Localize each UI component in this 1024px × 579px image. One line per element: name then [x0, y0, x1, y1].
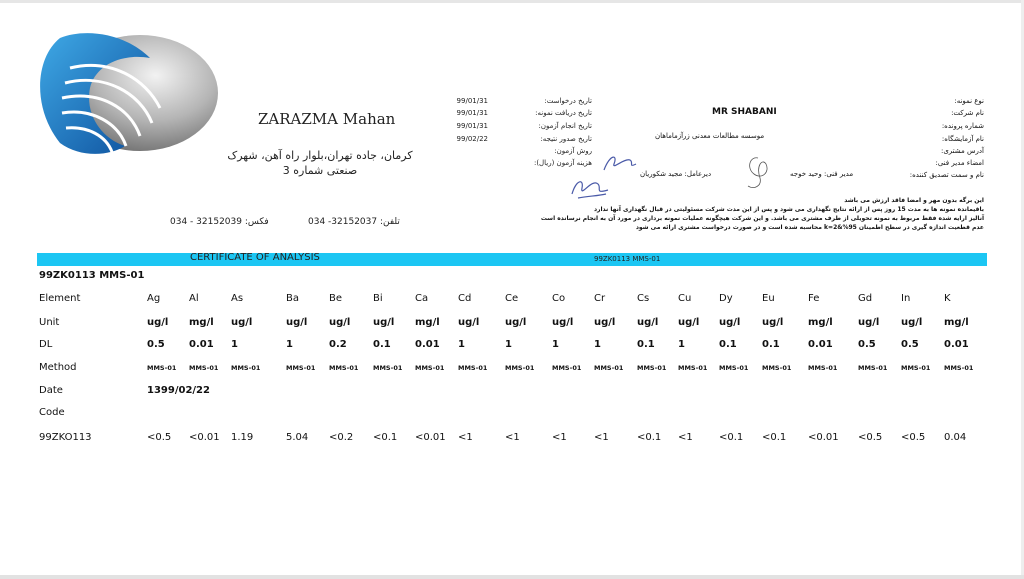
- right-label: نوع نمونه:: [954, 97, 984, 105]
- dl-cell: 1: [231, 339, 238, 350]
- element-cell: Ag: [147, 293, 161, 304]
- unit-cell: ug/l: [901, 317, 923, 328]
- request-info-value: 99/02/22: [456, 135, 488, 143]
- element-cell: Co: [552, 293, 566, 304]
- note-line: آنالیز ارایه شده فقط مربوط به نمونه تحویلی از طرف مشتری می باشد. و این شرکت هیچگونه عملیات نمونه برداری در مورد آن به انجام نرسانده است: [540, 215, 984, 222]
- unit-cell: ug/l: [762, 317, 784, 328]
- element-cell: Ba: [286, 293, 299, 304]
- company-name: ZARAZMA Mahan: [258, 110, 396, 128]
- element-cell: Be: [329, 293, 343, 304]
- request-info-value: 99/01/31: [456, 109, 488, 117]
- right-label: امضاء مدیر فنی:: [935, 159, 984, 167]
- method-cell: MMS-01: [147, 364, 177, 372]
- unit-cell: ug/l: [231, 317, 253, 328]
- dl-cell: 0.5: [901, 339, 919, 350]
- row-label-method: Method: [39, 362, 77, 373]
- dl-cell: 0.5: [147, 339, 165, 350]
- note-line: باقیمانده نمونه ها به مدت 15 روز پس از ارائه نتایج نگهداری می شود و پس از این مدت شرکت مسئولیتی در قبال نگهداری آنها ندارد: [593, 206, 984, 213]
- method-cell: MMS-01: [189, 364, 219, 372]
- element-cell: Eu: [762, 293, 775, 304]
- note-line: عدم قطعیت اندازه گیری در سطح اطمینان k=2&%95 محاسبه شده است و در صورت درخواست مشتری ارائه می شود: [635, 224, 984, 231]
- fax-number: فکس: 32152039 - 034: [170, 217, 269, 227]
- request-info-label: تاریخ انجام آزمون:: [538, 122, 592, 130]
- result-cell: <1: [458, 432, 473, 443]
- element-cell: Gd: [858, 293, 873, 304]
- row-label-element: Element: [39, 293, 81, 304]
- request-info-label: تاریخ درخواست:: [544, 97, 592, 105]
- unit-cell: ug/l: [594, 317, 616, 328]
- request-info-label: تاریخ دریافت نمونه:: [535, 109, 592, 117]
- method-cell: MMS-01: [415, 364, 445, 372]
- method-cell: MMS-01: [678, 364, 708, 372]
- result-cell: <0.1: [762, 432, 787, 443]
- unit-cell: mg/l: [944, 317, 969, 328]
- element-cell: Bi: [373, 293, 383, 304]
- unit-cell: ug/l: [458, 317, 480, 328]
- result-cell: <0.5: [901, 432, 926, 443]
- method-cell: MMS-01: [373, 364, 403, 372]
- unit-cell: ug/l: [637, 317, 659, 328]
- row-label-date: Date: [39, 385, 63, 396]
- dl-cell: 0.5: [858, 339, 876, 350]
- company-address: [225, 148, 415, 178]
- element-cell: Cs: [637, 293, 650, 304]
- unit-cell: mg/l: [415, 317, 440, 328]
- company-logo: [30, 28, 220, 158]
- dl-cell: 1: [286, 339, 293, 350]
- method-cell: MMS-01: [858, 364, 888, 372]
- unit-cell: ug/l: [678, 317, 700, 328]
- result-cell: <0.5: [147, 432, 172, 443]
- row-label-code: Code: [39, 407, 65, 418]
- result-cell: 5.04: [286, 432, 309, 443]
- right-label: آدرس مشتری:: [940, 147, 984, 155]
- request-info-label: هزینه آزمون (ریال):: [533, 159, 592, 167]
- tel-number: تلفن: 32152037- 034: [308, 217, 400, 227]
- result-cell: <0.1: [373, 432, 398, 443]
- request-info-value: 99/01/31: [456, 97, 488, 105]
- result-cell: <1: [552, 432, 567, 443]
- row-label-dl: DL: [39, 339, 53, 350]
- result-cell: <0.5: [858, 432, 883, 443]
- element-cell: Al: [189, 293, 199, 304]
- dl-cell: 1: [458, 339, 465, 350]
- dl-cell: 0.1: [373, 339, 391, 350]
- right-label: نام شرکت:: [951, 109, 984, 117]
- request-info-label: روش آزمون:: [554, 147, 592, 155]
- sample-heading: 99ZK0113 MMS-01: [39, 270, 145, 281]
- dl-cell: 1: [552, 339, 559, 350]
- method-cell: MMS-01: [719, 364, 749, 372]
- dl-cell: 0.1: [762, 339, 780, 350]
- address-line-1: کرمان، جاده تهران،بلوار راه آهن، شهرک: [227, 149, 413, 162]
- element-cell: Cu: [678, 293, 692, 304]
- client-name: MR SHABANI: [712, 107, 777, 117]
- note-line: این برگه بدون مهر و امضا فاقد ارزش می باشد: [844, 197, 984, 204]
- certificate-band: [37, 253, 987, 266]
- row-label-sample: 99ZKO113: [39, 432, 92, 443]
- result-cell: <0.01: [189, 432, 220, 443]
- result-cell: <1: [678, 432, 693, 443]
- method-cell: MMS-01: [637, 364, 667, 372]
- unit-cell: ug/l: [552, 317, 574, 328]
- method-cell: MMS-01: [762, 364, 792, 372]
- analysis-date: 1399/02/22: [147, 385, 210, 396]
- result-cell: 1.19: [231, 432, 254, 443]
- signature-3: [740, 150, 780, 195]
- result-cell: <0.01: [415, 432, 446, 443]
- result-cell: <0.2: [329, 432, 354, 443]
- element-cell: Fe: [808, 293, 820, 304]
- dl-cell: 0.1: [719, 339, 737, 350]
- element-cell: Dy: [719, 293, 733, 304]
- unit-cell: ug/l: [858, 317, 880, 328]
- dl-cell: 1: [594, 339, 601, 350]
- element-cell: Ca: [415, 293, 429, 304]
- element-cell: In: [901, 293, 911, 304]
- certificate-title: CERTIFICATE OF ANALYSIS: [190, 252, 320, 263]
- ceo: دیرعامل: مجید شکوریان: [640, 170, 712, 178]
- unit-cell: mg/l: [808, 317, 833, 328]
- unit-cell: ug/l: [329, 317, 351, 328]
- method-cell: MMS-01: [505, 364, 535, 372]
- dl-cell: 0.01: [189, 339, 214, 350]
- result-cell: <0.1: [719, 432, 744, 443]
- right-label: شماره پرونده:: [941, 122, 984, 130]
- element-cell: Cr: [594, 293, 606, 304]
- method-cell: MMS-01: [944, 364, 974, 372]
- result-cell: <0.1: [637, 432, 662, 443]
- result-cell: <0.01: [808, 432, 839, 443]
- right-label: نام آزمایشگاه:: [941, 135, 984, 143]
- address-line-2: صنعتی شماره 3: [282, 164, 358, 177]
- result-cell: <1: [594, 432, 609, 443]
- dl-cell: 1: [678, 339, 685, 350]
- unit-cell: ug/l: [373, 317, 395, 328]
- result-cell: 0.04: [944, 432, 967, 443]
- method-cell: MMS-01: [231, 364, 261, 372]
- unit-cell: mg/l: [189, 317, 214, 328]
- method-cell: MMS-01: [329, 364, 359, 372]
- technical-manager: مدیر فنی: وحید خوجه: [790, 170, 854, 178]
- method-cell: MMS-01: [808, 364, 838, 372]
- unit-cell: ug/l: [719, 317, 741, 328]
- unit-cell: ug/l: [286, 317, 308, 328]
- dl-cell: 0.01: [415, 339, 440, 350]
- method-cell: MMS-01: [458, 364, 488, 372]
- method-cell: MMS-01: [594, 364, 624, 372]
- unit-cell: ug/l: [147, 317, 169, 328]
- page-edge-bottom: [0, 575, 1024, 579]
- result-cell: <1: [505, 432, 520, 443]
- dl-cell: 0.01: [808, 339, 833, 350]
- method-cell: MMS-01: [286, 364, 316, 372]
- request-info-label: تاریخ صدور نتیجه:: [540, 135, 592, 143]
- element-cell: Cd: [458, 293, 472, 304]
- request-info-value: 99/01/31: [456, 122, 488, 130]
- right-label: نام و سمت تصدیق کننده:: [909, 171, 984, 179]
- page-edge-top: [0, 0, 1024, 3]
- dl-cell: 0.1: [637, 339, 655, 350]
- unit-cell: ug/l: [505, 317, 527, 328]
- dl-cell: 0.2: [329, 339, 347, 350]
- method-cell: MMS-01: [552, 364, 582, 372]
- element-cell: Ce: [505, 293, 519, 304]
- notes: [524, 196, 984, 232]
- element-cell: As: [231, 293, 244, 304]
- client-org: موسسه مطالعات معدنی زرآزماماهان: [655, 132, 765, 140]
- element-cell: K: [944, 293, 951, 304]
- certificate-code: 99ZK0113 MMS-01: [594, 255, 661, 263]
- dl-cell: 0.01: [944, 339, 969, 350]
- method-cell: MMS-01: [901, 364, 931, 372]
- dl-cell: 1: [505, 339, 512, 350]
- row-label-unit: Unit: [39, 317, 60, 328]
